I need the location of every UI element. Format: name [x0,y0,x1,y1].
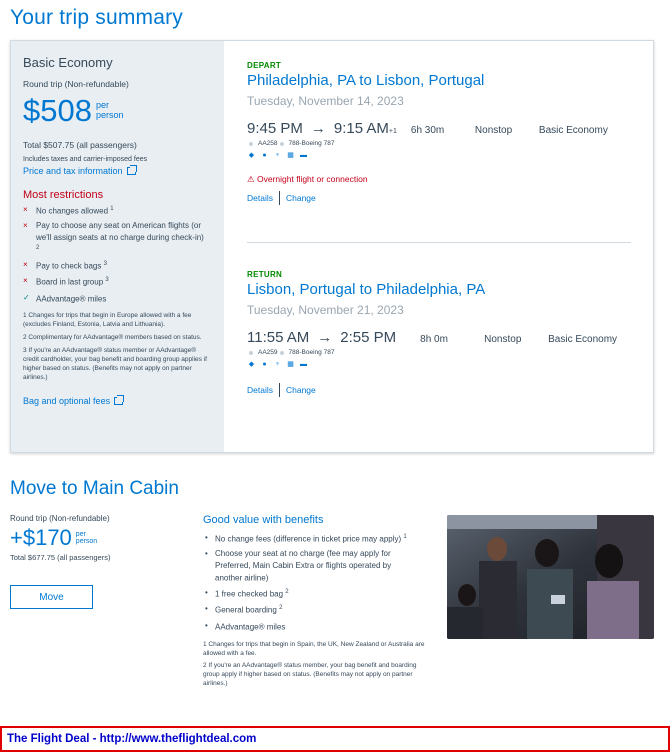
flight-info [247,349,631,356]
usb-icon: ♆ [274,361,281,368]
restriction-text: Pay to check bags [36,261,102,271]
fare-price: $508 [23,93,92,128]
bullet-icon: • [205,620,208,630]
time-row [247,120,631,137]
change-link[interactable]: Change [285,385,316,395]
benefit-text: 1 free checked bag [215,589,284,599]
footnote: 3 If you're an AAdvantage® status member or AAdvantage® credit cardholder, your bag benefit and boarding group applies if higher based on status. (Benefits may not apply on partner airlines.) [23,346,207,381]
external-link-icon[interactable] [127,167,136,175]
page-title: Your trip summary [10,6,184,29]
depart-segment [247,61,631,205]
fare-total: Total $507.75 (all passengers) [23,140,137,150]
entertainment-icon: ▦ [287,361,294,368]
dot-icon [249,351,253,355]
x-icon: × [23,276,28,286]
benefit-text: General boarding [215,606,277,616]
trip-card [10,40,654,453]
footnote-ref: 2 [279,605,283,612]
list-item [203,532,433,545]
promo-photo [447,515,654,639]
benefits-list [203,532,433,633]
list-item [203,548,433,584]
date: Tuesday, November 21, 2023 [247,303,404,317]
benefits [203,514,433,688]
segment-links [247,383,631,397]
overnight-warning: ⚠ Overnight flight or connection [247,174,368,184]
return-segment [247,270,631,397]
price-row [10,527,180,549]
dot-icon [280,351,284,355]
departure-time: 9:45 PM [247,120,303,137]
restriction-text: Board in last group [36,278,104,288]
restriction-text: Pay to choose any seat on American flights (or we'll assign seats at no charge during check-in) [36,221,204,242]
trip-type: Round trip (Non-refundable) [10,514,110,523]
list-item [23,259,224,272]
duration: 8h 0m [420,334,448,345]
footnote: 1 Changes for trips that begin in Europe allowed with a fee (excludes Finland, Estonia, Latvia and Lithuania). [23,311,192,328]
list-item [203,603,433,616]
dot-icon [249,142,253,146]
date: Tuesday, November 14, 2023 [247,94,404,108]
departure-time: 11:55 AM [247,329,310,346]
per-label: per [75,530,86,538]
divider [279,191,280,205]
restrictions-list [23,204,224,305]
fare-summary-panel [11,41,224,452]
cabin: Basic Economy [548,334,618,345]
route: Lisbon, Portugal to Philadelphia, PA [247,281,486,298]
route: Philadelphia, PA to Lisbon, Portugal [247,72,485,89]
list-item [203,620,433,633]
benefit-text: Choose your seat at no charge (fee may apply for Preferred, Main Cabin Extra or flights operated by another airline) [215,549,392,583]
footnote-ref: 1 [403,534,407,540]
segment-divider [247,242,631,243]
bullet-icon: • [205,604,208,614]
trip-type: Round trip (Non-refundable) [23,79,129,89]
segment-label: RETURN [247,270,283,279]
cabin: Basic Economy [538,125,608,136]
x-icon: × [23,221,28,231]
footnote-ref: 1 [110,206,114,212]
segment-links [247,191,631,205]
person-label: person [95,109,124,120]
wifi-icon: ◆ [248,361,255,368]
divider [279,383,280,397]
arrow-right-icon: → [317,329,333,346]
plus-day: +1 [388,128,397,135]
per-person [96,101,124,120]
price-row [23,95,224,126]
entertainment-icon: ▦ [287,152,294,159]
price-tax-link[interactable]: Price and tax information [23,166,123,176]
bullet-icon: • [205,588,208,598]
duration: 6h 30m [410,125,445,136]
power-icon: ● [262,152,267,159]
upgrade-price: +$170 [10,525,72,550]
footnote-ref: 2 [36,245,40,252]
bag-fees-link[interactable]: Bag and optional fees [23,395,111,406]
footnote: 2 If you're an AAdvantage® status member, your bag benefit and boarding group apply if higher based on status. (Benefits may not apply on partner airlines.) [203,661,417,687]
aircraft: 788-Boeing 787 [288,349,335,356]
amenities [247,361,631,369]
footnote-ref: 3 [105,277,109,284]
arrival-time: 9:15 AM [333,120,389,137]
bullet-icon: • [205,533,208,542]
fare-includes: Includes taxes and carrier-imposed fees [23,156,148,163]
upgrade-total: Total $677.75 (all passengers) [10,553,111,562]
stops: Nonstop [484,334,522,345]
per-label: per [95,100,109,111]
list-item [23,204,224,217]
footnote-ref: 3 [103,261,107,268]
benefit-text: No change fees (difference in ticket price may apply) [215,534,402,544]
wifi-icon: ◆ [248,152,255,159]
list-item [23,220,224,256]
details-link[interactable]: Details [247,193,273,203]
flight-info [247,140,631,147]
x-icon: × [23,260,28,270]
usb-icon: ♆ [274,152,281,159]
benefits-title: Good value with benefits [203,514,324,526]
dot-icon [280,142,284,146]
bullet-icon: • [205,549,208,559]
aircraft: 788-Boeing 787 [288,140,335,147]
details-link[interactable]: Details [247,385,273,395]
arrival-time: 2:55 PM [340,329,397,346]
person-label: person [75,538,98,545]
list-item [23,275,224,288]
footnote: 2 Complimentary for AAdvantage® members based on status. [23,333,202,341]
stops: Nonstop [474,125,513,136]
time-row [247,329,631,346]
external-link-icon[interactable] [114,397,123,405]
change-link[interactable]: Change [285,193,316,203]
power-icon: ● [262,361,267,368]
move-button[interactable]: Move [10,585,93,609]
footnote: 1 Changes for trips that begin in Spain, the UK, New Zealand or Australia are allowed with a fee. [203,640,425,657]
main-cabin-price [10,514,180,603]
section-title: Move to Main Cabin [10,478,179,499]
flight-number: AA259 [258,349,278,356]
segment-label: DEPART [247,61,282,70]
arrow-right-icon: → [310,120,326,137]
restriction-text: No changes allowed [36,206,109,216]
footer-banner [0,726,670,752]
amenities [247,152,631,160]
restrictions-title: Most restrictions [23,189,104,201]
flight-number: AA258 [258,140,278,147]
per-person [76,531,97,546]
benefit-text: AAdvantage® miles [215,622,286,632]
fare-name: Basic Economy [23,55,113,70]
seat-icon: ▬ [300,361,307,368]
list-item [23,292,224,305]
footnote-ref: 2 [285,589,289,596]
x-icon: × [23,205,28,214]
list-item [203,587,433,600]
seat-icon: ▬ [300,152,307,159]
footer-link[interactable]: The Flight Deal - http://www.theflightdeal.com [7,733,257,745]
restriction-text: AAdvantage® miles [36,294,107,304]
check-icon: ✓ [23,292,30,302]
